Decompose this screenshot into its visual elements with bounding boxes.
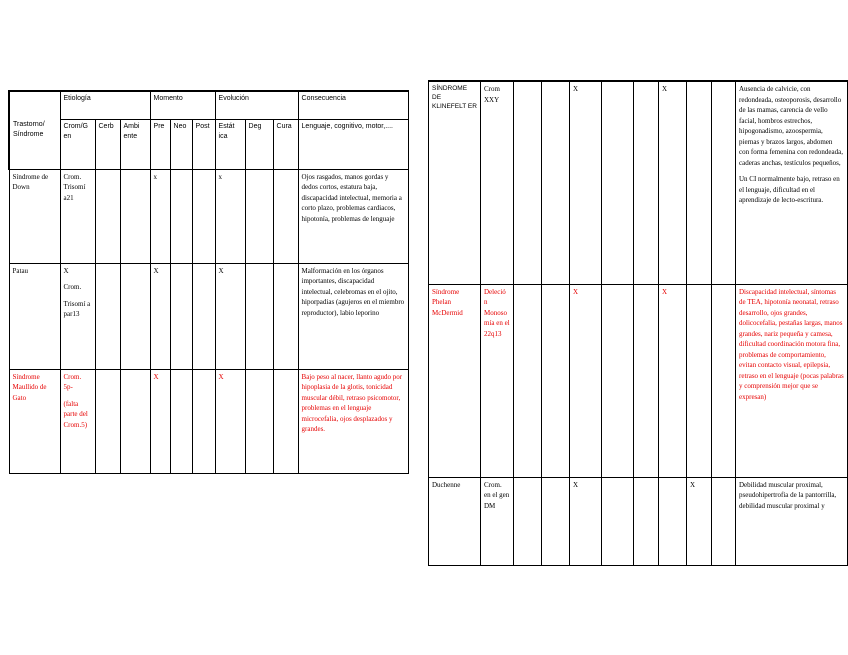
cura-cell: [712, 477, 736, 565]
syndrome-name: Síndrome Maullido de Gato: [9, 369, 60, 473]
crom-line: Crom.: [63, 283, 82, 291]
header-neo: Neo: [170, 119, 192, 169]
consequence-paragraph: Ausencia de calvicie, con redondeada, osteoporosis, desarrollo de las mamas, carencia de vello facial, hombros estrechos, hipogonadismo, azoospermia, piernas y brazos largos, abdomen con forma femenina con redondeada, caderas anchas, testículos pequeños,: [739, 85, 843, 167]
post-cell: [634, 284, 659, 477]
cura-cell: [273, 369, 298, 473]
crom-line: Trisomí a par13: [63, 299, 91, 318]
post-cell: [192, 263, 215, 369]
crom-cell: Deleció n Monoso mía en el 22q13: [481, 284, 514, 477]
neo-cell: [170, 369, 192, 473]
pre-mark: X: [570, 284, 602, 477]
amb-cell: [120, 169, 150, 263]
consequence-cell: Ojos rasgados, manos gordas y dedos cortos, estatura baja, discapacidad intelectual, memoria a corto plazo, problemas cardiacos, hipotonía, problemas de lenguaje: [298, 169, 408, 263]
header-consecuencia-sub: Lenguaje, cognitivo, motor,....: [298, 119, 408, 169]
amb-cell: [542, 477, 570, 565]
crom-line: Crom. 5p-: [63, 372, 82, 391]
header-crom-gen: Crom/G en: [60, 119, 95, 169]
header-trastorno: Trastorno/ Síndrome: [9, 91, 60, 169]
cerb-cell: [95, 369, 120, 473]
syndrome-name: SÍNDROME DE KLINEFELT ER: [429, 81, 481, 284]
cura-cell: [712, 284, 736, 477]
table-row: [429, 284, 848, 477]
neo-cell: [170, 263, 192, 369]
amb-cell: [120, 263, 150, 369]
neo-cell: [170, 169, 192, 263]
header-etiologia: Etiología: [60, 91, 150, 119]
table-row: [9, 169, 408, 263]
consequence-cell: Malformación en los órganos importantes, discapacidad intelectual, celebromas en el ojito, hiporpadias (agujeros en el miembro reproductor), labio leporino: [298, 263, 408, 369]
est-mark: X: [215, 263, 245, 369]
header-estatica: Estát ica: [215, 119, 245, 169]
crom-cell: Crom. en el gen DM: [481, 477, 514, 565]
cura-cell: [273, 169, 298, 263]
neo-cell: [602, 81, 634, 284]
deg-cell: [687, 81, 712, 284]
consequence-cell: Bajo peso al nacer, llanto agudo por hipoplasia de la glotis, tonicidad muscular débil, retraso psicomotor, problemas en el lenguaje microcefalia, ojos desplazados y grandes.: [298, 369, 408, 473]
consequence-cell: Discapacidad intelectual, síntomas de TEA, hipotonía neonatal, retraso desarrollo, ojos grandes, dolicocefalia, pestañas largas, manos grandes, nariz pequeña y camesa, dificultad coordinación motora fina, problemas de comportamiento, evitan contacto visual, epilepsia, retraso en el lenguaje (pocas palabras y comprensión mejor que se expresan): [736, 284, 848, 477]
cerb-cell: [514, 81, 542, 284]
amb-cell: [542, 284, 570, 477]
deg-cell: [245, 169, 273, 263]
consequence-cell: Debilidad muscular proximal, pseudohipertrofia de la pantorrilla, debilidad muscular proximal y: [736, 477, 848, 565]
header-post: Post: [192, 119, 215, 169]
header-cura: Cura: [273, 119, 298, 169]
header-evolucion: Evolución: [215, 91, 298, 119]
neo-cell: [602, 477, 634, 565]
cura-cell: [273, 263, 298, 369]
deg-cell: [245, 369, 273, 473]
est-mark: X: [659, 81, 687, 284]
table-row: [429, 81, 848, 284]
syndrome-name: Duchenne: [429, 477, 481, 565]
crom-cell: [60, 263, 95, 369]
syndrome-name: Patau: [9, 263, 60, 369]
header-pre: Pre: [150, 119, 170, 169]
crom-cell: Crom. Trisomí a21: [60, 169, 95, 263]
pre-mark: x: [150, 169, 170, 263]
header-ambiente: Ambi ente: [120, 119, 150, 169]
pre-mark: X: [570, 477, 602, 565]
deg-mark: X: [687, 477, 712, 565]
header-momento: Momento: [150, 91, 215, 119]
header-consecuencia: Consecuencia: [298, 91, 408, 119]
amb-cell: [542, 81, 570, 284]
consequence-paragraph: Un CI normalmente bajo, retraso en el lenguaje, dificultad en el aprendizaje de lecto-escritura.: [739, 175, 840, 204]
pre-mark: X: [150, 263, 170, 369]
consequence-cell: [736, 81, 848, 284]
est-mark: X: [215, 369, 245, 473]
cerb-cell: [514, 284, 542, 477]
est-mark: X: [659, 284, 687, 477]
syndrome-name: Síndrome de Down: [9, 169, 60, 263]
table-row: [9, 369, 408, 473]
cerb-cell: [95, 169, 120, 263]
crom-cell: Crom XXY: [481, 81, 514, 284]
header-cerb: Cerb: [95, 119, 120, 169]
post-cell: [192, 169, 215, 263]
deg-cell: [687, 284, 712, 477]
syndrome-name: Síndrome Phelan McDermid: [429, 284, 481, 477]
post-cell: [634, 81, 659, 284]
post-cell: [634, 477, 659, 565]
cerb-cell: [95, 263, 120, 369]
est-cell: [659, 477, 687, 565]
cura-cell: [712, 81, 736, 284]
table-row: [9, 263, 408, 369]
crom-cell: [60, 369, 95, 473]
left-syndrome-table: [8, 90, 409, 474]
est-mark: x: [215, 169, 245, 263]
right-syndrome-table: [428, 80, 848, 566]
header-deg: Deg: [245, 119, 273, 169]
cerb-cell: [514, 477, 542, 565]
pre-mark: X: [570, 81, 602, 284]
pre-mark: X: [150, 369, 170, 473]
post-cell: [192, 369, 215, 473]
amb-cell: [120, 369, 150, 473]
crom-line: X: [63, 266, 69, 275]
deg-cell: [245, 263, 273, 369]
neo-cell: [602, 284, 634, 477]
table-row: [429, 477, 848, 565]
crom-line: (falta parte del Crom.5): [63, 399, 88, 429]
